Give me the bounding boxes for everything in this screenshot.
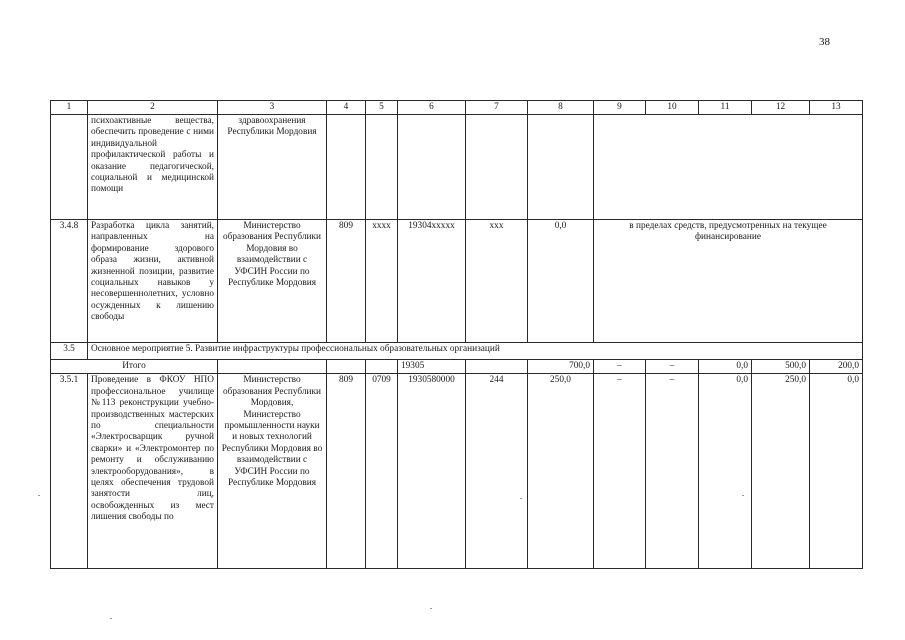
page-number: 38 [819, 36, 830, 48]
table-cell: 500,0 [752, 360, 810, 374]
executor-cell: Министерство образования Республики Мордовия, Министерство промышленности науки и новых технологий Республики Мордовия во взаимодействии с УФСИН России по Республике Мордовия [218, 374, 327, 569]
table-cell: 0709 [366, 374, 398, 569]
table-row [51, 343, 863, 360]
table-cell [327, 360, 366, 374]
header-cell: 11 [699, 101, 752, 115]
table-cell: 0,0 [810, 374, 863, 569]
table-row [51, 115, 863, 220]
row-number: 3.5 [51, 343, 88, 360]
header-cell: 7 [466, 101, 528, 115]
table-cell: 809 [327, 220, 366, 343]
table-cell: 1930580000 [398, 374, 466, 569]
scan-speck [110, 618, 112, 619]
document-table [50, 100, 863, 569]
funding-note: в пределах средств, предусмотренных на текущее финансирование [594, 220, 863, 343]
measure-description: Проведение в ФКОУ НПО профессиональное училище №113 реконструкции учебно-производственных мастерских по специальности «Электросварщик ручной сварки» и «Электромонтер по ремонту и обслуживанию электрооборудования», в целях обеспечения трудовой занятости лиц, освобожденных из мест лишения свободы по [88, 374, 218, 569]
table-cell [398, 115, 466, 220]
table-cell: 0,0 [699, 374, 752, 569]
scan-speck [38, 495, 40, 496]
executor-cell: здравоохранения Республики Мордовия [218, 115, 327, 220]
table-row [51, 220, 863, 343]
table-cell [218, 360, 327, 374]
table-cell: 809 [327, 374, 366, 569]
table-cell: 19304ххххх [398, 220, 466, 343]
table-cell [466, 360, 528, 374]
measure-description: психоактивные вещества, обеспечить проведение с ними индивидуальной профилактической работы и оказание педагогической, социальной и медицинской помощи [88, 115, 218, 220]
row-number: 3.5.1 [51, 374, 88, 569]
table-cell: 250,0 [752, 374, 810, 569]
scan-speck [742, 495, 744, 496]
header-cell: 12 [752, 101, 810, 115]
executor-cell: Министерство образования Республики Мордовия во взаимодействии с УФСИН России по Республике Мордовия [218, 220, 327, 343]
table-cell: – [594, 374, 646, 569]
header-cell: 6 [398, 101, 466, 115]
scan-speck [430, 608, 432, 609]
header-cell: 3 [218, 101, 327, 115]
measure-description: Разработка цикла занятий, направленных на формирование здорового образа жизни, активной жизненной позиции, развитие социальных навыков у несовершеннолетних, условно осужденных к лишению свободы [88, 220, 218, 343]
header-cell: 5 [366, 101, 398, 115]
row-number [51, 115, 88, 220]
header-cell: 8 [528, 101, 594, 115]
table-cell [366, 115, 398, 220]
header-cell: 2 [88, 101, 218, 115]
table-row [51, 374, 863, 569]
table-cell [528, 115, 594, 220]
table-cell: 250,0 [528, 374, 594, 569]
table-cell: 19305 [398, 360, 466, 374]
header-cell: 9 [594, 101, 646, 115]
table-cell [466, 115, 528, 220]
table-cell: 244 [466, 374, 528, 569]
table-cell: хххх [366, 220, 398, 343]
table-cell: – [646, 374, 699, 569]
table-row [51, 360, 863, 374]
header-cell: 1 [51, 101, 88, 115]
table-cell: 200,0 [810, 360, 863, 374]
section-title: Основное мероприятие 5. Развитие инфраструктуры профессиональных образовательных организаций [88, 343, 863, 360]
header-cell: 10 [646, 101, 699, 115]
table-cell: – [646, 360, 699, 374]
table-cell: 700,0 [528, 360, 594, 374]
table-cell [366, 360, 398, 374]
total-label: Итого [51, 360, 218, 374]
table-cell: 0,0 [699, 360, 752, 374]
scan-speck [520, 498, 522, 499]
header-cell: 13 [810, 101, 863, 115]
table-header-row [51, 101, 863, 115]
table-cell: ххх [466, 220, 528, 343]
table-cell: – [594, 360, 646, 374]
header-cell: 4 [327, 101, 366, 115]
table-cell [327, 115, 366, 220]
table-cell [594, 115, 863, 220]
row-number: 3.4.8 [51, 220, 88, 343]
table-cell: 0,0 [528, 220, 594, 343]
